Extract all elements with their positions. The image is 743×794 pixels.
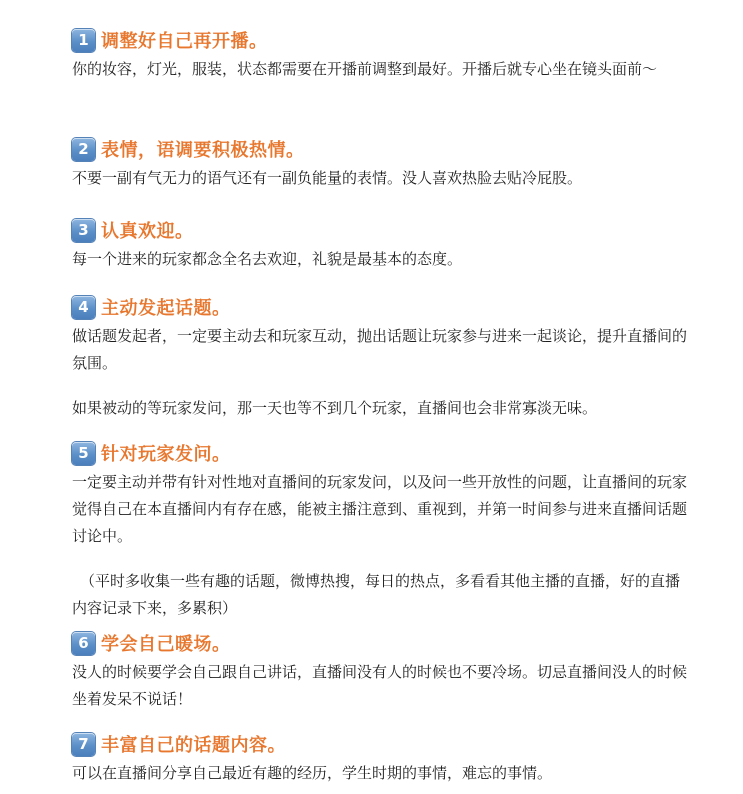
number-4-badge-icon: 4 bbox=[72, 296, 95, 319]
section-paragraph: 做话题发起者，一定要主动去和玩家互动，抛出话题让玩家参与进来一起谈论，提升直播间的氛围。 bbox=[72, 327, 688, 372]
section-heading bbox=[72, 26, 692, 54]
number-1-badge-icon: 1 bbox=[72, 29, 95, 52]
section-heading bbox=[72, 135, 692, 163]
number-2-badge-icon: 2 bbox=[72, 138, 95, 161]
section-heading bbox=[72, 730, 692, 758]
section-paragraph: 不要一副有气无力的语气还有一副负能量的表情。没人喜欢热脸去贴冷屁股。 bbox=[72, 169, 583, 187]
number-3-badge-icon: 3 bbox=[72, 219, 95, 242]
section-paragraph: 如果被动的等玩家发问，那一天也等不到几个玩家，直播间也会非常寡淡无味。 bbox=[72, 399, 598, 417]
section-title: 认真欢迎。 bbox=[101, 221, 194, 242]
section-paragraph: 每一个进来的玩家都念全名去欢迎，礼貌是最基本的态度。 bbox=[72, 250, 463, 268]
section-paragraph: 一定要主动并带有针对性地对直播间的玩家发问，以及问一些开放性的问题，让直播间的玩家觉得自己在本直播间内有存在感，能被主播注意到、重视到，并第一时间参与进来直播间话题讨论中。 bbox=[72, 473, 688, 545]
section-heading bbox=[72, 629, 692, 657]
section-paragraph: 你的妆容，灯光，服装，状态都需要在开播前调整到最好。开播后就专心坐在镜头面前～ bbox=[72, 60, 658, 78]
number-6-badge-icon: 6 bbox=[72, 632, 95, 655]
section-heading bbox=[72, 293, 692, 321]
section-title: 针对玩家发问。 bbox=[101, 444, 231, 465]
section-title: 调整好自己再开播。 bbox=[101, 31, 268, 52]
section-1 bbox=[72, 26, 692, 83]
section-heading bbox=[72, 439, 692, 467]
section-paragraph: 没人的时候要学会自己跟自己讲话，直播间没有人的时候也不要冷场。切忌直播间没人的时候坐着发呆不说话！ bbox=[72, 663, 688, 708]
section-title: 学会自己暖场。 bbox=[101, 634, 231, 655]
section-heading bbox=[72, 216, 692, 244]
section-paragraph: （平时多收集一些有趣的话题，微博热搜，每日的热点，多看看其他主播的直播，好的直播内容记录下来，多累积） bbox=[72, 572, 681, 617]
number-5-badge-icon: 5 bbox=[72, 442, 95, 465]
section-5 bbox=[72, 439, 692, 622]
section-title: 丰富自己的话题内容。 bbox=[101, 735, 286, 756]
section-title: 主动发起话题。 bbox=[101, 298, 231, 319]
number-7-badge-icon: 7 bbox=[72, 733, 95, 756]
section-4 bbox=[72, 293, 692, 422]
section-paragraph: 可以在直播间分享自己最近有趣的经历，学生时期的事情，难忘的事情。 bbox=[72, 764, 553, 782]
section-7 bbox=[72, 730, 692, 787]
section-2 bbox=[72, 135, 692, 192]
section-6 bbox=[72, 629, 692, 713]
section-3 bbox=[72, 216, 692, 273]
section-title: 表情，语调要积极热情。 bbox=[101, 140, 305, 161]
